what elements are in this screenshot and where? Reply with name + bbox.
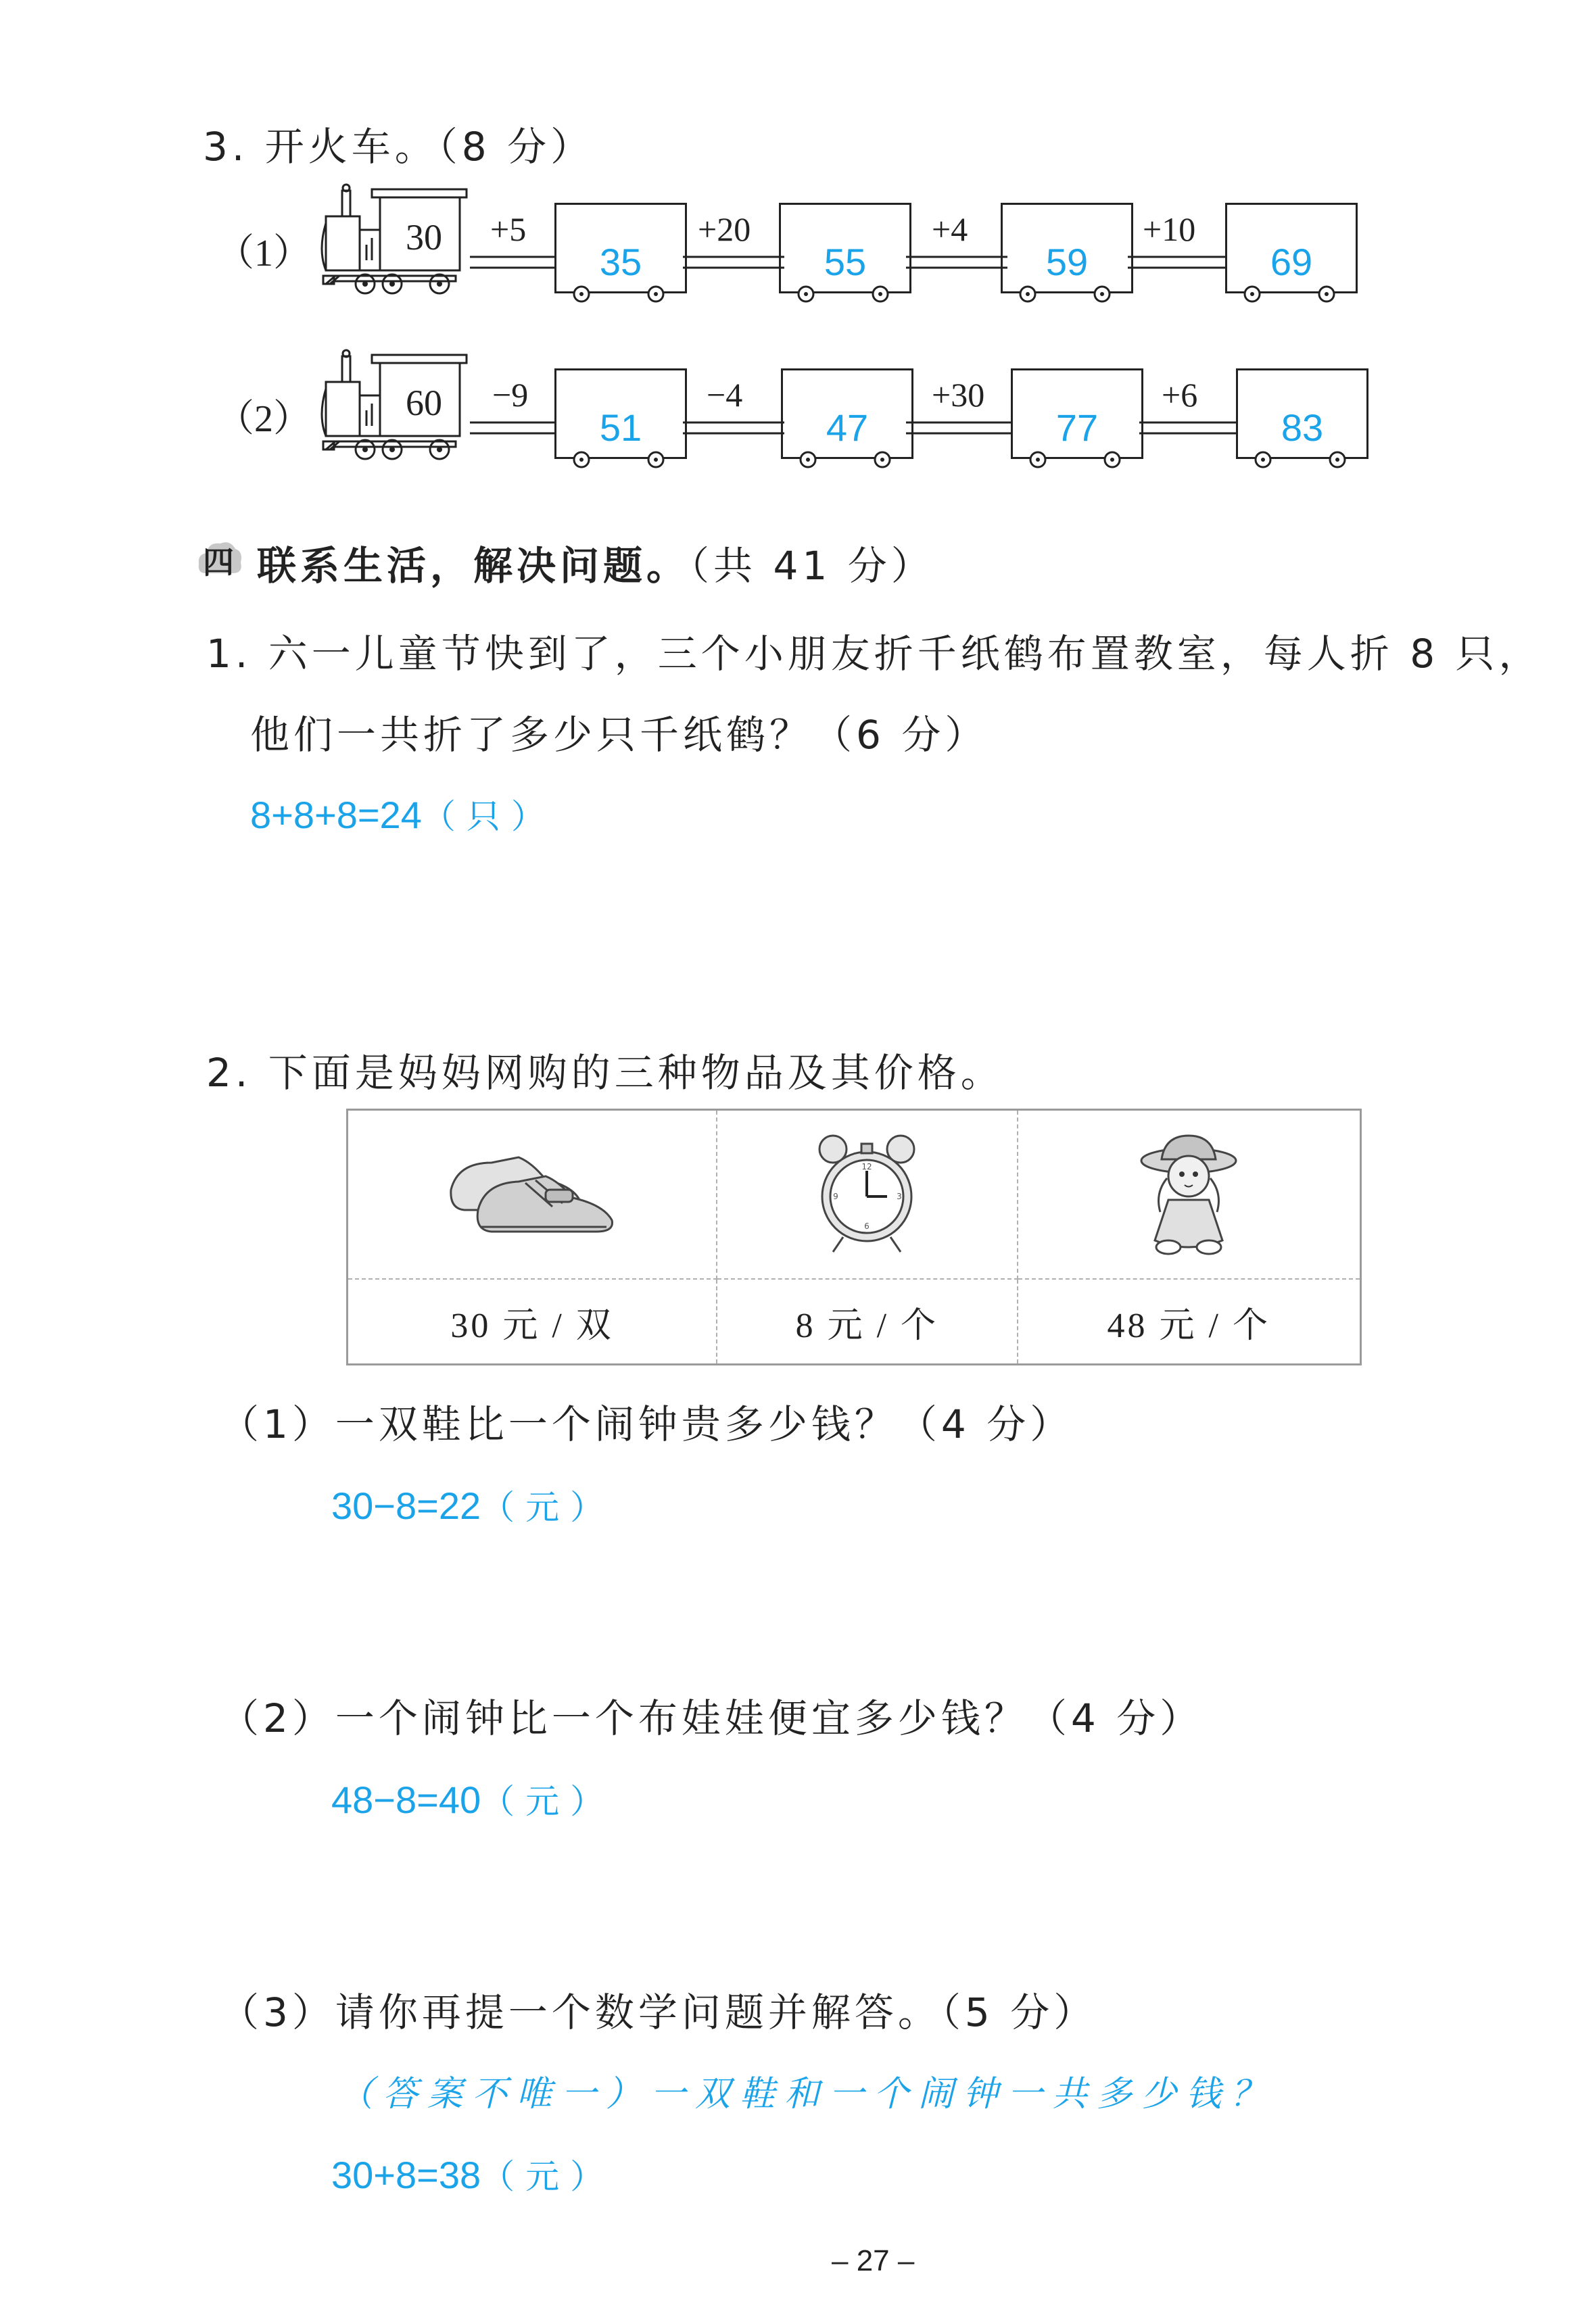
problem-1-line-1: 1. 六一儿童节快到了，三个小朋友折千纸鹤布置教室，每人折 8 只， bbox=[206, 631, 1542, 677]
problem-2-intro: 2. 下面是妈妈网购的三种物品及其价格。 bbox=[206, 1050, 1004, 1096]
sub-question-3-answer bbox=[331, 2150, 615, 2198]
sub-question-1: （1）一双鞋比一个闹钟贵多少钱？（4 分） bbox=[220, 1401, 1074, 1447]
train-operator: −4 bbox=[707, 376, 743, 414]
train-wheels bbox=[216, 348, 1379, 483]
sub-question-3-note: （答案不唯一）一双鞋和一个闹钟一共多少钱？ bbox=[338, 2074, 1276, 2114]
page-number: – 27 – bbox=[832, 2244, 915, 2277]
svg-text:3: 3 bbox=[897, 1192, 903, 1201]
sub-question-3: （3）请你再提一个数学问题并解答。（5 分） bbox=[220, 1989, 1097, 2035]
section-score: （共 41 分） bbox=[690, 543, 934, 589]
answer-unit: （元） bbox=[481, 1488, 615, 1527]
problem-1-answer bbox=[250, 790, 556, 838]
price-label: 30 元 / 双 bbox=[348, 1279, 717, 1365]
train-car-value: 59 bbox=[1045, 240, 1089, 283]
question-3-title: 3. 开火车。（8 分） bbox=[203, 124, 594, 170]
doll-icon bbox=[1128, 1125, 1249, 1261]
answer-equation: 48−8=40 bbox=[331, 1778, 481, 1821]
train-operator: −9 bbox=[492, 376, 529, 414]
price-label: 8 元 / 个 bbox=[717, 1279, 1017, 1365]
train-row-1 bbox=[216, 183, 1433, 318]
train-car-value: 55 bbox=[824, 240, 867, 283]
answer-equation: 30−8=22 bbox=[331, 1484, 481, 1527]
svg-text:9: 9 bbox=[833, 1192, 839, 1201]
answer-equation: 8+8+8=24 bbox=[250, 794, 422, 836]
shoes-icon bbox=[444, 1142, 620, 1244]
sub-question-1-answer bbox=[331, 1480, 615, 1529]
train-wheels bbox=[216, 183, 1366, 318]
price-table bbox=[346, 1109, 1362, 1365]
answer-unit: （元） bbox=[481, 2157, 615, 2196]
price-label: 48 元 / 个 bbox=[1018, 1279, 1361, 1365]
train-car-value: 35 bbox=[599, 240, 642, 283]
train-car-value: 83 bbox=[1281, 406, 1324, 449]
train-operator: +30 bbox=[932, 376, 985, 414]
svg-text:12: 12 bbox=[861, 1162, 872, 1171]
sub-question-2: （2）一个闹钟比一个布娃娃便宜多少钱？（4 分） bbox=[220, 1695, 1204, 1741]
price-table-cell bbox=[1018, 1110, 1361, 1280]
train-operator: +20 bbox=[698, 210, 751, 248]
train-row-2 bbox=[216, 348, 1433, 483]
train-car-value: 69 bbox=[1270, 240, 1313, 283]
train-start-number: 60 bbox=[406, 383, 442, 423]
train-row-label: （2） bbox=[216, 398, 311, 440]
train-operator: +10 bbox=[1143, 210, 1196, 248]
train-car-value: 77 bbox=[1055, 406, 1099, 449]
price-table-cell bbox=[717, 1110, 1017, 1280]
alarm-clock-icon bbox=[813, 1129, 921, 1257]
train-car-value: 47 bbox=[826, 406, 869, 449]
train-operator: +6 bbox=[1162, 376, 1198, 414]
section-badge-label: 四 bbox=[203, 544, 234, 581]
train-start-number: 30 bbox=[406, 217, 442, 258]
section-title bbox=[257, 534, 934, 591]
train-operator: +5 bbox=[490, 210, 527, 248]
section-badge bbox=[196, 534, 243, 581]
answer-unit: （元） bbox=[481, 1782, 615, 1821]
train-operator: +4 bbox=[932, 210, 968, 248]
answer-unit: （只） bbox=[421, 797, 556, 836]
price-table-cell bbox=[348, 1110, 717, 1280]
train-row-label: （1） bbox=[216, 233, 311, 274]
answer-equation: 30+8=38 bbox=[331, 2154, 481, 2196]
sub-question-2-answer bbox=[331, 1774, 615, 1823]
train-car-value: 51 bbox=[599, 406, 642, 449]
section-title-text: 联系生活，解决问题。 bbox=[257, 543, 690, 589]
problem-1-line-2: 他们一共折了多少只千纸鹤？（6 分） bbox=[250, 712, 989, 758]
svg-text:6: 6 bbox=[864, 1221, 870, 1231]
